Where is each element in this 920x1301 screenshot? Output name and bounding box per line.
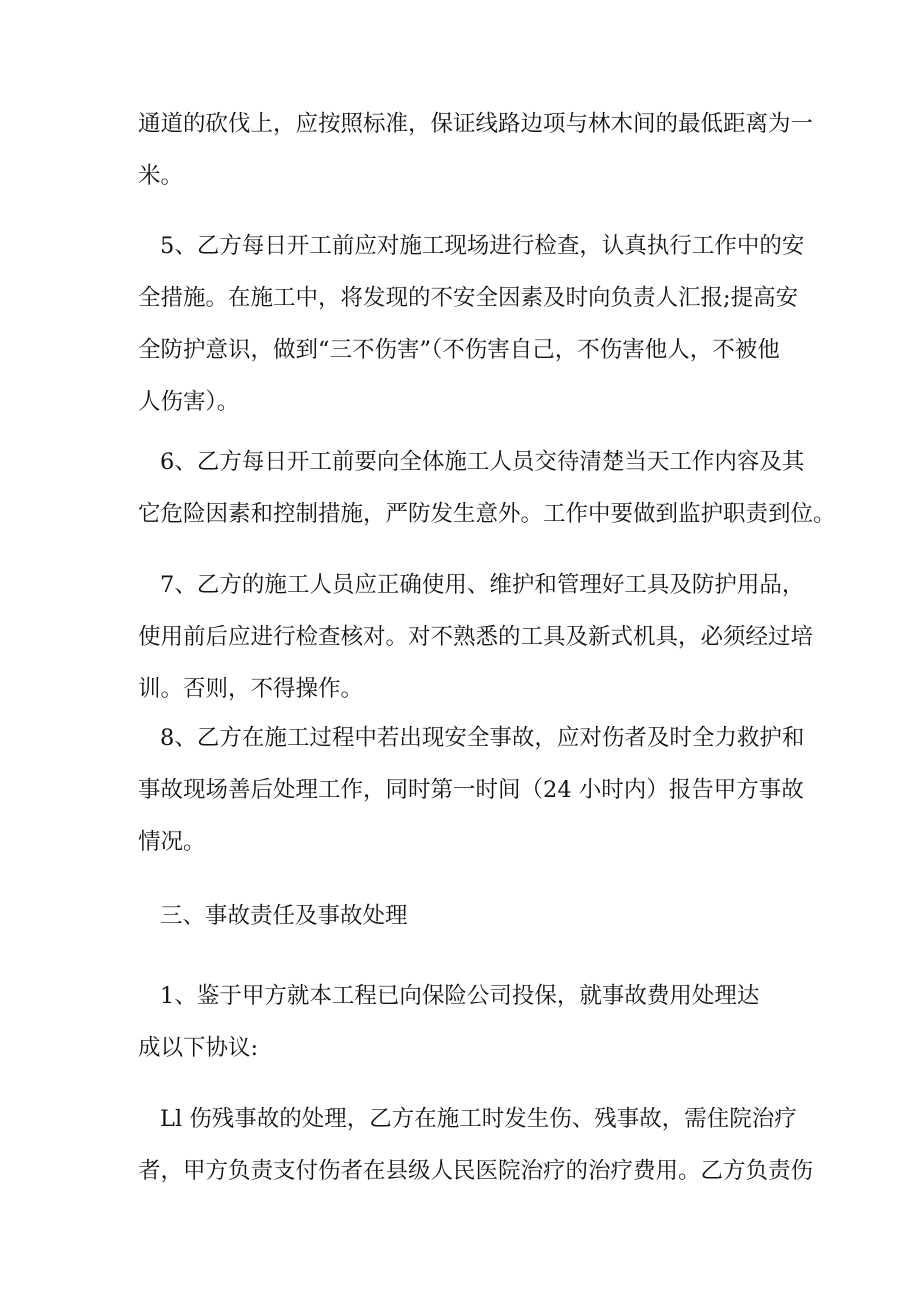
text-line: 它危险因素和控制措施，严防发生意外。工作中要做到监护职责到位。 — [138, 501, 836, 527]
text-line: 者，甲方负责支付伤者在县级人民医院治疗的治疗费用。乙方负责伤 — [138, 1158, 814, 1184]
text-line: 1、鉴于甲方就本工程已向保险公司投保，就事故费用处理达 — [160, 983, 760, 1009]
text-line: Ll 伤残事故的处理，乙方在施工时发生伤、残事故，需住院治疗 — [160, 1106, 797, 1132]
paragraph-item-8 — [138, 712, 805, 868]
text-line: 通道的砍伐上，应按照标准，保证线路边项与林木间的最低距离为一 — [138, 111, 814, 137]
text-line: 情况。 — [138, 829, 206, 855]
text-line: 使用前后应进行检查核对。对不熟悉的工具及新式机具，必须经过培 — [138, 624, 814, 650]
section-title: 三、事故责任及事故处理 — [160, 903, 408, 929]
section-heading — [138, 890, 788, 942]
text-line: 事故现场善后处理工作，同时第一时间（24 小时内）报告甲方事故 — [138, 777, 804, 803]
paragraph-item-7 — [138, 559, 814, 715]
text-line: 5、乙方每日开工前应对施工现场进行检查，认真执行工作中的安 — [160, 233, 805, 259]
text-line: 人伤害）。 — [138, 389, 240, 415]
paragraph-continuation — [138, 98, 814, 202]
paragraph-clause-1-1 — [138, 1093, 814, 1197]
text-line: 7、乙方的施工人员应正确使用、维护和管理好工具及防护用品， — [160, 572, 805, 598]
paragraph-item-6 — [138, 436, 836, 540]
text-line: 8、乙方在施工过程中若出现安全事故，应对伤者及时全力救护和 — [160, 725, 805, 751]
text-line: 成以下协议: — [138, 1035, 259, 1061]
paragraph-clause-1 — [138, 970, 788, 1074]
paragraph-item-5 — [138, 220, 805, 428]
text-line: 米。 — [138, 163, 184, 189]
text-line: 全防护意识，做到“三不伤害”（不伤害自己，不伤害他人，不被他 — [138, 337, 780, 363]
text-line: 全措施。在施工中，将发现的不安全因素及时向负责人汇报;提高安 — [138, 285, 799, 311]
text-line: 训。否则，不得操作。 — [138, 676, 364, 702]
text-line: 6、乙方每日开工前要向全体施工人员交待清楚当天工作内容及其 — [160, 449, 805, 475]
